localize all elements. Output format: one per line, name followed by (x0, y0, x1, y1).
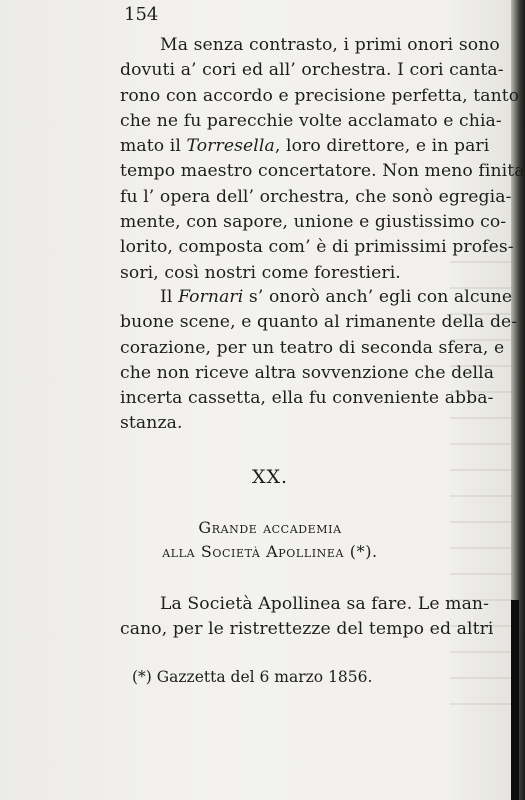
footnote: (*) Gazzetta del 6 marzo 1856. (132, 668, 373, 686)
chapter-number: XX. (251, 466, 289, 488)
page-edge-dark-strip (511, 600, 519, 800)
text-line: corazione, per un teatro di seconda sfera, e (120, 337, 505, 358)
director-name: Torresella (186, 136, 275, 157)
text-line: stanza. (120, 413, 183, 434)
text-line: sori, così nostri come forestieri. (120, 262, 401, 283)
chapter-title-line-1: Grande accademia (198, 518, 342, 537)
text-line: che non riceve altra sovvenzione che della (120, 362, 495, 383)
text-line: La Società Apollinea sa fare. Le man- (160, 594, 489, 614)
paragraph-1 (120, 33, 525, 286)
text-line: Ma senza contrasto, i primi onori sono (160, 35, 500, 55)
text-line: lorito, composta com’ è di primissimi profes- (120, 237, 514, 258)
chapter-title-line-2: alla Società Apollinea (*). (162, 542, 378, 561)
text-line: incerta cassetta, ella fu conveniente abba- (120, 388, 494, 409)
paragraph-2 (120, 285, 517, 437)
text-line: buone scene, e quanto al rimanente della de- (120, 312, 518, 333)
page-number: 154 (124, 4, 159, 25)
text-fragment: s’ onorò anch’ egli con alcune (243, 287, 513, 307)
text-line (120, 134, 525, 159)
text-line: dovuti a’ cori ed all’ orchestra. I cori canta- (120, 60, 504, 81)
scenographer-name: Fornari (178, 287, 244, 307)
text-line: fu l’ opera dell’ orchestra, che sonò egregia- (120, 186, 512, 207)
text-line: tempo maestro concertatore. Non meno finita (120, 161, 525, 182)
text-line: rono con accordo e precisione perfetta, tanto (120, 85, 520, 106)
text-line: cano, per le ristrettezze del tempo ed altri (120, 619, 494, 640)
text-line: mente, con sapore, unione e giustissimo co- (120, 212, 507, 233)
text-line: che ne fu parecchie volte acclamato e chia- (120, 110, 502, 131)
text-fragment: Il (160, 287, 179, 307)
paragraph-3 (120, 592, 494, 643)
text-fragment: , loro direttore, e in pari (274, 136, 490, 157)
text-line (120, 285, 517, 310)
text-fragment: mato il (120, 136, 187, 157)
